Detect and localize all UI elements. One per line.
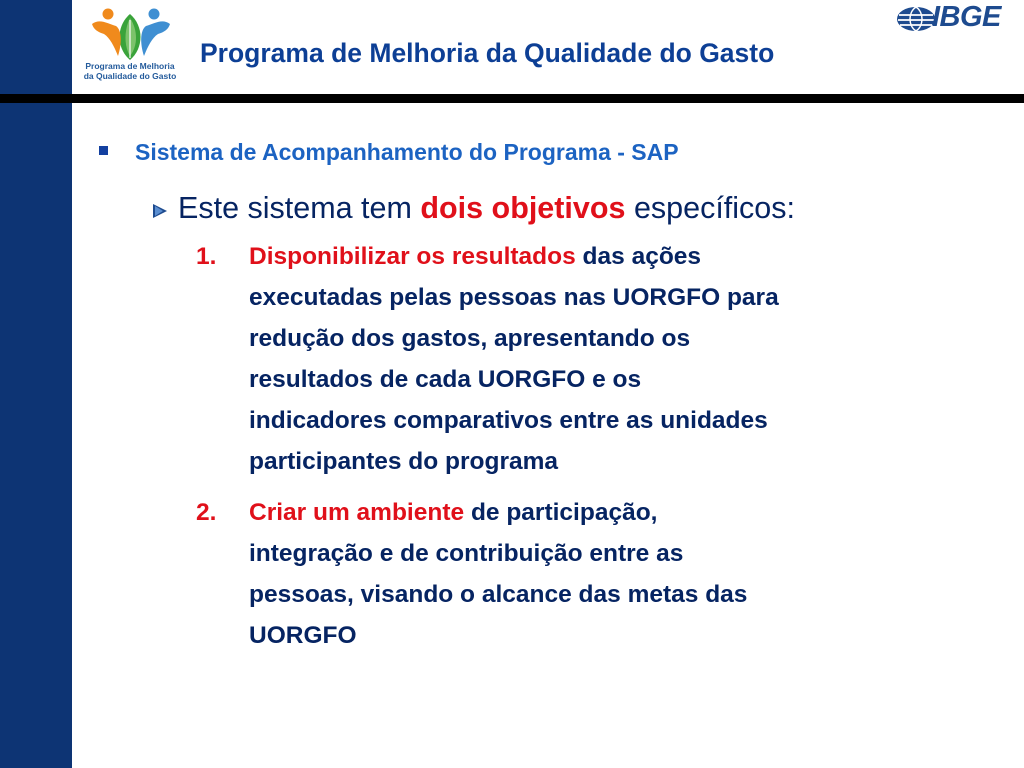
item-1-line: indicadores comparativos entre as unidades — [249, 407, 768, 434]
logo-caption-line1: Programa de Melhoria — [85, 61, 175, 71]
item-1-number: 1. — [196, 243, 217, 270]
intro-sentence — [178, 191, 795, 226]
intro-before: Este sistema tem — [178, 191, 412, 225]
item-2-line: pessoas, visando o alcance das metas das — [249, 581, 748, 608]
section-heading: Sistema de Acompanhamento do Programa - SAP — [135, 139, 679, 165]
intro-emphasis: dois objetivos — [420, 191, 626, 225]
item-2-first-line-rest: de participação, — [470, 499, 658, 526]
square-bullet-icon — [99, 146, 108, 155]
item-1-first-line-rest: das ações — [582, 243, 702, 270]
item-1-first-line — [249, 236, 1009, 277]
item-1-line: resultados de cada UORGFO e os — [249, 366, 642, 393]
item-1-line: redução dos gastos, apresentando os — [249, 325, 691, 352]
item-2-emphasis: Criar um ambiente — [249, 499, 465, 526]
item-2-first-line — [249, 492, 1009, 533]
ibge-brand-text: IBGE — [932, 1, 1001, 33]
list-item-1 — [249, 236, 1009, 482]
arrow-bullet-icon — [152, 203, 168, 219]
item-2-line: integração e de contribuição entre as — [249, 540, 684, 567]
slide-title: Programa de Melhoria da Qualidade do Gasto — [200, 38, 775, 68]
item-1-emphasis: Disponibilizar os resultados — [249, 243, 576, 270]
item-1-line: participantes do programa — [249, 448, 559, 475]
logo-caption — [78, 61, 182, 81]
header-divider — [0, 94, 1024, 103]
list-item-2 — [249, 492, 1009, 656]
item-2-number: 2. — [196, 499, 217, 526]
logo-caption-line2: da Qualidade do Gasto — [83, 71, 177, 81]
item-2-line: UORGFO — [249, 622, 357, 649]
item-1-line: executadas pelas pessoas nas UORGFO para — [249, 284, 779, 311]
left-sidebar-band — [0, 0, 72, 768]
intro-after: específicos: — [633, 191, 795, 225]
